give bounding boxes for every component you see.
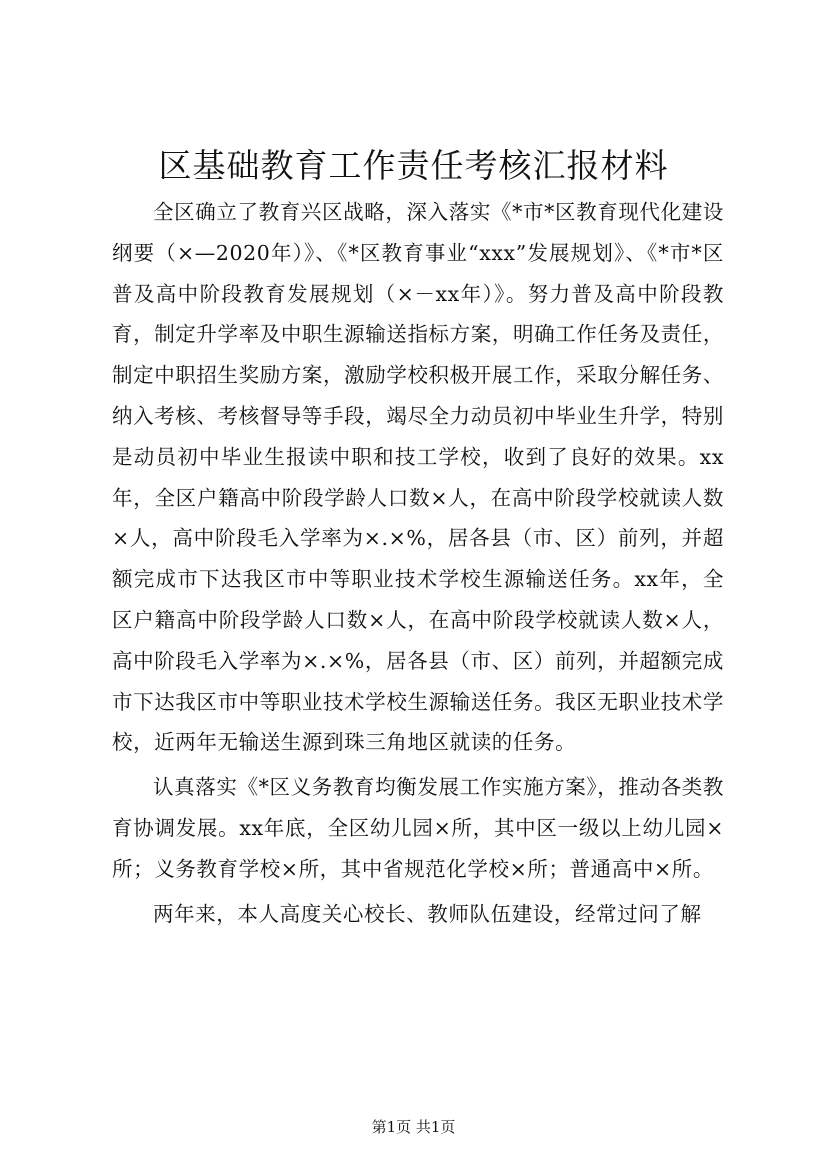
document-title: 区基础教育工作责任考核汇报材料 xyxy=(158,146,669,185)
paragraph-2: 认真落实《*区义务教育均衡发展工作实施方案》，推动各类教育协调发展。xx年底，全区幼儿园×所，其中区一级以上幼儿园×所；义务教育学校×所，其中省规范化学校×所；普通高中×所。 xyxy=(112,775,724,881)
page-footer: 第1页 共1页 xyxy=(371,1118,456,1136)
paragraph-3: 两年来，本人高度关心校长、教师队伍建设，经常过问了解 xyxy=(153,901,702,926)
paragraph-1: 全区确立了教育兴区战略，深入落实《*市*区教育现代化建设纲要（×—2020年）》、《*区教育事业“xxx”发展规划》、《*市*区普及高中阶段教育发展规划（×－xx年）》。努力普及高中阶段教育，制定升学率及中职生源输送指标方案，明确工作任务及责任，制定中职招生奖励方案，激励学校积极开展工作，采取分解任务、纳入考核、考核督导等手段，竭尽全力动员初中毕业生升学，特别是动员初中毕业生报读中职和技工学校，收到了良好的效果。xx年，全区户籍高中阶段学龄人口数×人，在高中阶段学校就读人数×人，高中阶段毛入学率为×.×%，居各县（市、区）前列，并超额完成市下达我区市中等职业技术学校生源输送任务。xx年，全区户籍高中阶段学龄人口数×人，在高中阶段学校就读人数×人，高中阶段毛入学率为×.×%，居各县（市、区）前列，并超额完成市下达我区市中等职业技术学校生源输送任务。我区无职业技术学校，近两年无输送生源到珠三角地区就读的任务。 xyxy=(112,200,724,755)
document-body xyxy=(112,192,724,934)
